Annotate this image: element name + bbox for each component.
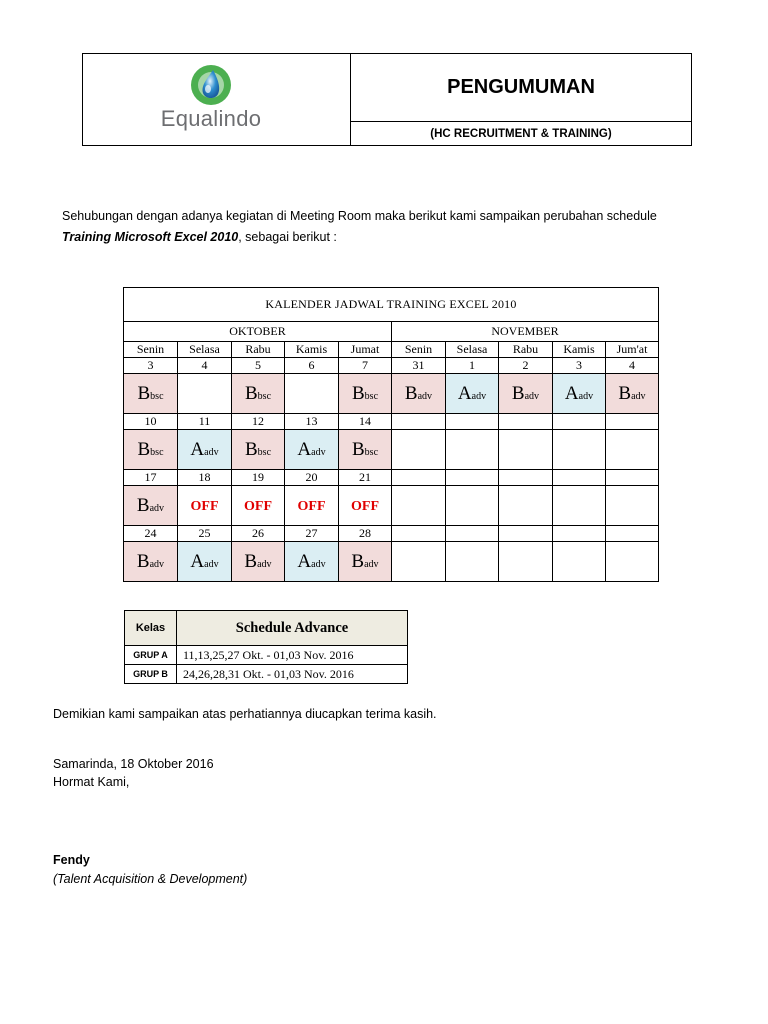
date-cell: 2 — [499, 358, 553, 374]
date-cell: 25 — [178, 526, 232, 542]
calendar-title: KALENDER JADWAL TRAINING EXCEL 2010 — [124, 288, 659, 322]
class-cell — [285, 430, 339, 470]
class-cell — [285, 542, 339, 582]
class-letter: A — [297, 438, 312, 460]
class-cell — [392, 542, 446, 582]
class-level: adv — [149, 502, 165, 514]
weekday-header: Senin — [392, 342, 446, 358]
class-cell — [339, 430, 392, 470]
date-cell — [553, 470, 606, 486]
date-row — [124, 414, 659, 430]
class-letter: A — [457, 382, 472, 404]
class-cell — [446, 542, 499, 582]
class-row — [124, 486, 659, 526]
schedule-cell: 24,26,28,31 Okt. - 01,03 Nov. 2016 — [177, 665, 408, 684]
intro-line-2-rest: , sebagai berikut : — [238, 230, 337, 244]
class-cell — [232, 374, 285, 414]
date-cell — [553, 414, 606, 430]
weekday-header: Rabu — [499, 342, 553, 358]
month-header: NOVEMBER — [392, 322, 659, 342]
date-cell: 6 — [285, 358, 339, 374]
class-cell — [339, 486, 392, 526]
class-cell — [232, 430, 285, 470]
date-cell: 12 — [232, 414, 285, 430]
class-level: bsc — [150, 446, 164, 458]
date-cell: 28 — [339, 526, 392, 542]
weekday-header: Selasa — [446, 342, 499, 358]
date-cell — [553, 526, 606, 542]
class-letter: B — [404, 382, 418, 404]
class-level: bsc — [150, 390, 164, 402]
group-cell: GRUP B — [125, 665, 177, 684]
date-cell — [606, 470, 659, 486]
closing-thanks: Demikian kami sampaikan atas perhatiannya diucapkan terima kasih. — [53, 707, 437, 721]
weekday-header: Jum'at — [606, 342, 659, 358]
class-letter: A — [564, 382, 579, 404]
class-level: bsc — [364, 390, 379, 402]
intro-paragraph — [62, 206, 702, 248]
month-row — [124, 322, 659, 342]
date-cell — [606, 526, 659, 542]
class-letter: B — [511, 382, 525, 404]
class-level: adv — [311, 558, 326, 570]
class-cell — [124, 542, 178, 582]
weekday-header: Selasa — [178, 342, 232, 358]
signer-name: Fendy — [53, 853, 90, 867]
logo-wordmark: Equalindo — [160, 106, 262, 131]
class-cell — [339, 542, 392, 582]
class-level: adv — [257, 558, 272, 570]
class-level: adv — [311, 446, 326, 458]
off-label: OFF — [190, 498, 219, 514]
class-row — [124, 374, 659, 414]
class-letter: A — [297, 550, 312, 572]
class-row — [124, 430, 659, 470]
place-date: Samarinda, 18 Oktober 2016 — [53, 757, 214, 771]
date-cell: 4 — [178, 358, 232, 374]
date-cell: 11 — [178, 414, 232, 430]
schedule-cell: 11,13,25,27 Okt. - 01,03 Nov. 2016 — [177, 646, 408, 665]
class-level: adv — [631, 390, 646, 402]
date-cell — [499, 414, 553, 430]
class-cell — [285, 486, 339, 526]
class-level: adv — [417, 390, 433, 402]
date-cell: 5 — [232, 358, 285, 374]
off-label: OFF — [244, 498, 272, 514]
class-letter: B — [351, 382, 365, 404]
class-level: adv — [471, 390, 487, 402]
class-letter: B — [137, 382, 151, 404]
class-level: bsc — [257, 446, 272, 458]
weekday-row — [124, 342, 659, 358]
class-cell — [446, 486, 499, 526]
date-row — [124, 358, 659, 374]
weekday-header: Rabu — [232, 342, 285, 358]
weekday-header: Kamis — [553, 342, 606, 358]
group-cell: GRUP A — [125, 646, 177, 665]
class-letter: B — [351, 550, 365, 572]
date-cell: 10 — [124, 414, 178, 430]
class-cell — [446, 430, 499, 470]
class-cell — [339, 374, 392, 414]
date-cell: 14 — [339, 414, 392, 430]
class-cell — [285, 374, 339, 414]
class-cell — [232, 542, 285, 582]
date-cell — [446, 526, 499, 542]
class-letter: B — [244, 438, 258, 460]
class-letter: B — [136, 550, 150, 572]
class-cell — [553, 430, 606, 470]
date-cell: 4 — [606, 358, 659, 374]
class-level: adv — [204, 446, 219, 458]
class-cell — [499, 542, 553, 582]
signer-position: (Talent Acquisition & Development) — [53, 872, 248, 886]
date-cell: 31 — [392, 358, 446, 374]
month-header: OKTOBER — [124, 322, 392, 342]
class-letter: B — [244, 550, 258, 572]
weekday-header: Senin — [124, 342, 178, 358]
table-row — [125, 665, 408, 684]
regards: Hormat Kami, — [53, 775, 130, 789]
date-cell — [606, 414, 659, 430]
class-letter: A — [190, 438, 205, 460]
class-level: adv — [204, 558, 219, 570]
water-drop-logo-icon — [151, 64, 271, 106]
announcement-subtitle: (HC RECRUITMENT & TRAINING) — [430, 127, 612, 140]
intro-line-2 — [62, 227, 702, 248]
calendar-title-row — [124, 288, 659, 322]
class-cell — [606, 374, 659, 414]
class-row — [124, 542, 659, 582]
class-level: adv — [578, 390, 594, 402]
intro-line-1: Sehubungan dengan adanya kegiatan di Meeting Room maka berikut kami sampaikan perubahan schedule — [62, 209, 657, 223]
letterhead — [82, 53, 692, 146]
date-cell: 17 — [124, 470, 178, 486]
date-cell — [446, 470, 499, 486]
off-label: OFF — [297, 498, 326, 514]
date-row — [124, 470, 659, 486]
class-cell — [553, 486, 606, 526]
date-cell: 3 — [553, 358, 606, 374]
date-cell: 21 — [339, 470, 392, 486]
class-cell — [124, 430, 178, 470]
class-cell — [392, 430, 446, 470]
class-cell — [606, 542, 659, 582]
company-logo — [151, 64, 271, 134]
class-letter: B — [351, 438, 365, 460]
column-header-kelas: Kelas — [125, 611, 177, 646]
class-level: adv — [364, 558, 379, 570]
date-cell: 13 — [285, 414, 339, 430]
class-cell — [499, 430, 553, 470]
date-cell — [499, 526, 553, 542]
class-level: bsc — [257, 390, 272, 402]
class-cell — [553, 374, 606, 414]
class-cell — [606, 486, 659, 526]
date-cell — [392, 470, 446, 486]
date-cell: 3 — [124, 358, 178, 374]
class-letter: B — [136, 494, 150, 516]
date-cell — [392, 414, 446, 430]
class-cell — [178, 542, 232, 582]
date-cell — [446, 414, 499, 430]
date-cell: 24 — [124, 526, 178, 542]
date-cell: 20 — [285, 470, 339, 486]
date-row — [124, 526, 659, 542]
class-level: adv — [149, 558, 165, 570]
class-letter: A — [190, 550, 205, 572]
announcement-title: PENGUMUMAN — [447, 76, 595, 98]
class-cell — [124, 486, 178, 526]
weekday-header: Kamis — [285, 342, 339, 358]
date-cell — [392, 526, 446, 542]
training-name: Training Microsoft Excel 2010 — [62, 230, 239, 244]
class-cell — [392, 374, 446, 414]
off-label: OFF — [351, 498, 379, 514]
date-cell: 18 — [178, 470, 232, 486]
class-cell — [553, 542, 606, 582]
class-cell — [606, 430, 659, 470]
class-cell — [178, 430, 232, 470]
class-cell — [499, 486, 553, 526]
table-row — [125, 646, 408, 665]
date-cell: 19 — [232, 470, 285, 486]
date-cell: 26 — [232, 526, 285, 542]
class-level: adv — [524, 390, 540, 402]
date-cell: 7 — [339, 358, 392, 374]
training-calendar — [123, 287, 659, 582]
class-cell — [178, 374, 232, 414]
class-cell — [124, 374, 178, 414]
class-level: bsc — [364, 446, 379, 458]
class-letter: B — [618, 382, 632, 404]
advance-schedule-table — [124, 610, 408, 684]
class-letter: B — [137, 438, 151, 460]
class-letter: B — [244, 382, 258, 404]
class-cell — [392, 486, 446, 526]
date-cell — [499, 470, 553, 486]
class-cell — [499, 374, 553, 414]
class-cell — [446, 374, 499, 414]
date-cell: 27 — [285, 526, 339, 542]
column-header-schedule: Schedule Advance — [177, 611, 408, 646]
date-cell: 1 — [446, 358, 499, 374]
class-cell — [232, 486, 285, 526]
class-cell — [178, 486, 232, 526]
weekday-header: Jumat — [339, 342, 392, 358]
